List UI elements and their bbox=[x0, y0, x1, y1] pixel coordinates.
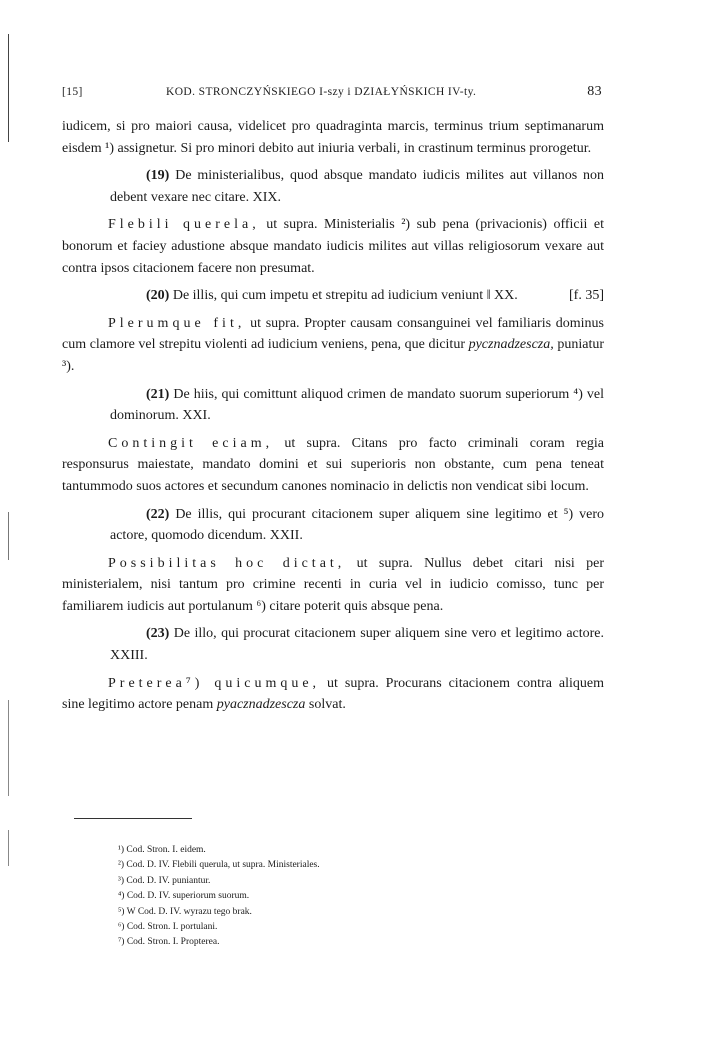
paragraph-text: ut supra. Nullus debet citari nisi per ministerialem, nisi tantum pro crimine recenti in curia vel in iudicio comisso, tunc per familiarem iudicis aut portulanum ⁶) citare poterit quis absque pena. bbox=[62, 555, 605, 614]
rubric-number: (23) bbox=[146, 626, 170, 642]
rubric-19 bbox=[62, 165, 604, 208]
header-section-number: [15] bbox=[62, 86, 83, 98]
rubric-22 bbox=[62, 504, 604, 547]
incipit: Possibilitas hoc dictat, bbox=[108, 555, 346, 571]
paragraph-text: ut supra. Ministerialis ²) sub pena (privacionis) officii et bonorum et faciey adustione absque mandato iudicis milites aut villas religiosorum vexare aut contra ipsos citacionem facere non presumat. bbox=[62, 217, 604, 276]
paragraph-22 bbox=[62, 553, 604, 618]
incipit: Flebili querela, bbox=[108, 217, 260, 233]
scan-margin-line-middle bbox=[8, 512, 9, 560]
footnote: ²) Cod. D. IV. Flebili querula, ut supra. Ministeriales. bbox=[118, 860, 320, 871]
paragraph-text: ut supra. Citans pro facto criminali coram regia responsurus maiestate, mandato domini et sui superioris non obstante, cum pena teneat tantummodo suos actores et secundum canones nominacio in delictis non vendicat sibi locum. bbox=[62, 435, 604, 494]
paragraph-text: ut supra. Procurans citacionem contra aliquem sine legitimo actore penam bbox=[62, 675, 604, 713]
footnote: ⁶) Cod. Stron. I. portulani. bbox=[118, 922, 218, 933]
incipit: Preterea⁷) quicumque, bbox=[108, 675, 321, 691]
rubric-text: De illis, qui procurant citacionem super aliquem sine legitimo et ⁵) vero actore, quomodo dicendum. XXII. bbox=[110, 506, 605, 544]
rubric-20 bbox=[62, 285, 604, 307]
rubric-text: De hiis, qui comittunt aliquod crimen de mandato suorum superiorum ⁴) vel dominorum. XXI. bbox=[110, 386, 604, 424]
rubric-text: De illis, qui cum impetu et strepitu ad iudicium veniunt ‖ XX. bbox=[172, 288, 518, 304]
scan-margin-line-lower bbox=[8, 700, 9, 796]
rubric-number: (19) bbox=[146, 168, 170, 184]
paragraph-23 bbox=[62, 673, 604, 716]
paragraph-continuation: iudicem, si pro maiori causa, videlicet pro quadraginta marcis, terminus trium septimanarum eisdem ¹) assignetur. Si pro minori debito aut iniuria verbali, in crastinum terminus prorogetur. bbox=[62, 119, 604, 156]
scan-margin-line-bottom bbox=[8, 830, 9, 866]
incipit: Plerumque fit, bbox=[108, 315, 246, 331]
header-title: KOD. STRONCZYŃSKIEGO I-szy i DZIAŁYŃSKICH IV-ty. bbox=[166, 86, 477, 98]
polish-term: pyacznadzescza bbox=[216, 697, 306, 713]
polish-term: pycznadzescza, bbox=[468, 337, 554, 353]
footnote: ³) Cod. D. IV. puniantur. bbox=[118, 875, 211, 886]
running-header bbox=[62, 86, 602, 106]
paragraph-text-end: solvat. bbox=[308, 697, 346, 713]
paragraph-text: ut supra. Propter causam consanguinei vel familiaris dominus cum clamore vel strepitu violenti ad iudicium veniens, pena, que dicitur bbox=[62, 315, 605, 353]
scan-margin-line-top bbox=[8, 34, 9, 142]
footnotes bbox=[118, 843, 538, 951]
rubric-number: (22) bbox=[146, 506, 170, 522]
rubric-number: (20) bbox=[146, 288, 170, 304]
rubric-text: De ministerialibus, quod absque mandato iudicis milites aut villanos non debent vexare nec citare. XIX. bbox=[110, 168, 605, 205]
rubric-number: (21) bbox=[146, 386, 170, 402]
rubric-23 bbox=[62, 623, 604, 666]
paragraph-21 bbox=[62, 433, 604, 498]
paragraph-text-end: puniatur ³). bbox=[62, 337, 605, 374]
paragraph-20 bbox=[62, 313, 604, 378]
footnote: ⁷) Cod. Stron. I. Propterea. bbox=[118, 937, 220, 948]
folio-mark: [f. 35] bbox=[569, 288, 604, 304]
footnote: ⁵) W Cod. D. IV. wyrazu tego brak. bbox=[118, 906, 252, 917]
incipit: Contingit eciam, bbox=[108, 435, 274, 451]
main-text bbox=[62, 116, 604, 716]
footnote: ⁴) Cod. D. IV. superiorum suorum. bbox=[118, 891, 250, 902]
rubric-text: De illo, qui procurat citacionem super aliquem sine vero et legitimo actore. XXIII. bbox=[110, 626, 605, 664]
paragraph-19 bbox=[62, 214, 604, 279]
footnote: ¹) Cod. Stron. I. eidem. bbox=[118, 845, 206, 855]
page-number: 83 bbox=[587, 84, 602, 99]
rubric-21 bbox=[62, 384, 604, 427]
footnote-rule bbox=[74, 818, 192, 819]
